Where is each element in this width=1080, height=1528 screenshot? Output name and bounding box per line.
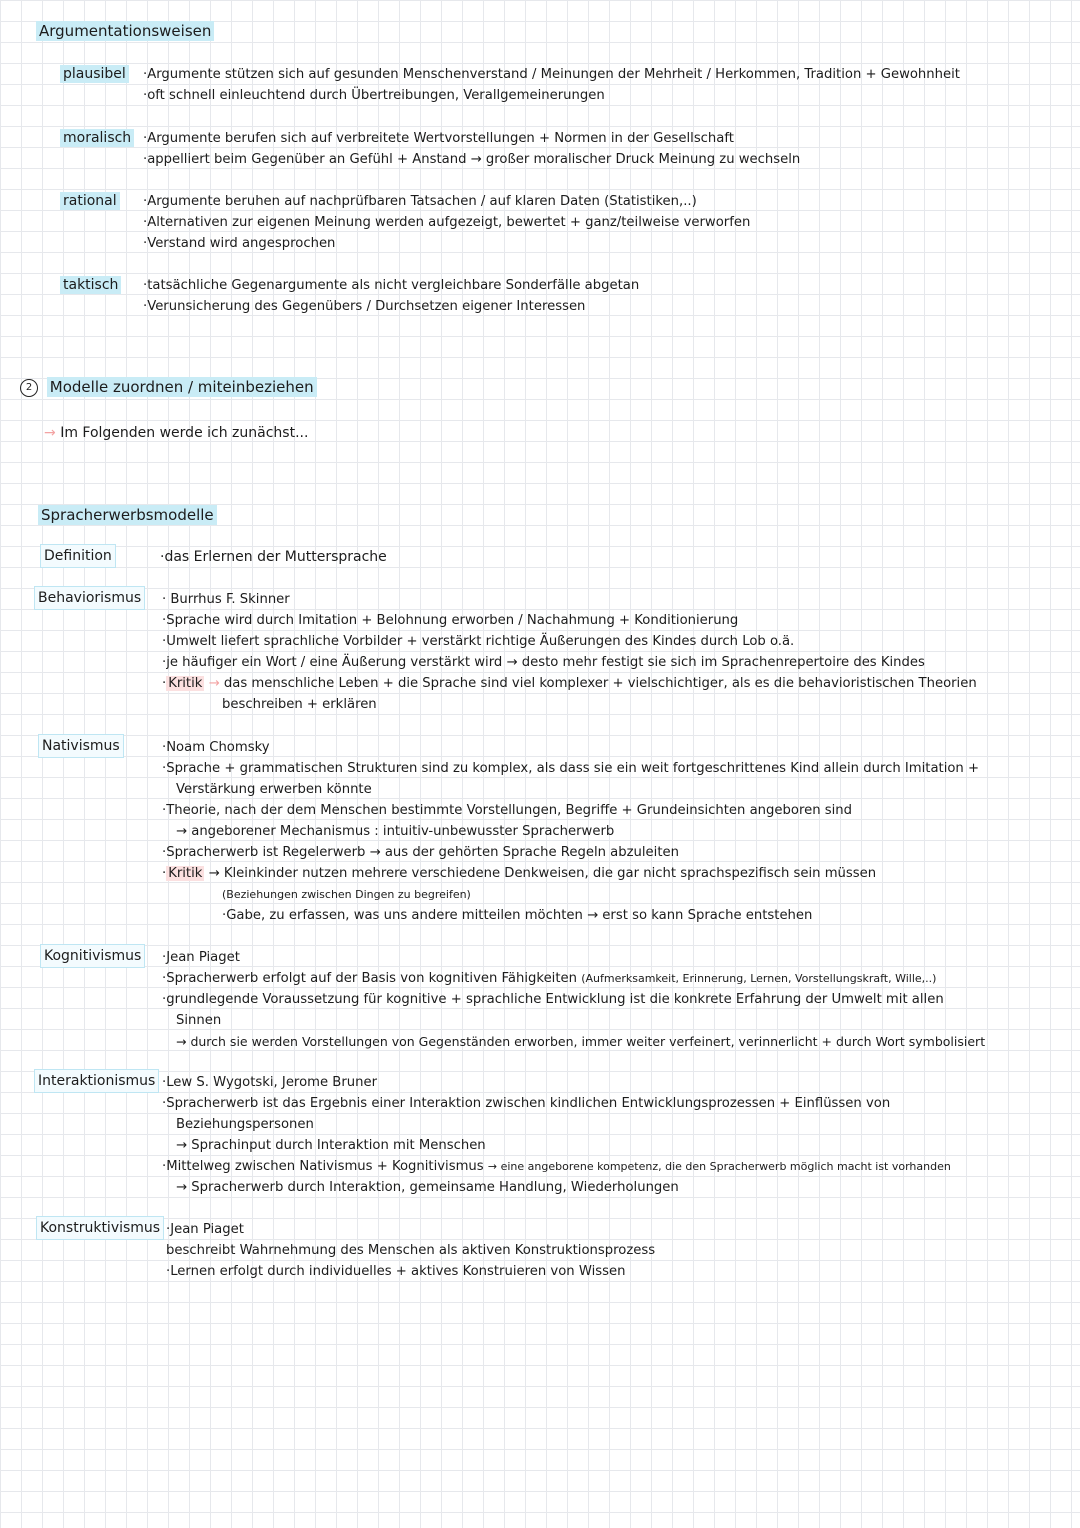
text-line: beschreiben + erklären <box>222 697 377 712</box>
label-plausibel: plausibel <box>60 66 129 82</box>
arrow-icon: → <box>208 676 220 691</box>
kritik-line: · Kritik → Kleinkinder nutzen mehrere verschiedene Denkweisen, die gar nicht sprachspezifisch sein müssen <box>162 866 877 881</box>
rational-lines <box>143 191 750 254</box>
konstruktivismus-lines <box>166 1219 655 1282</box>
text-line: ·Mittelweg zwischen Nativismus + Kognitivismus → eine angeborene kompetenz, die den Spracherwerb möglich macht ist vorhanden <box>162 1159 951 1174</box>
text-line: ·Jean Piaget <box>162 950 240 965</box>
text-line: Verstärkung erwerben könnte <box>176 782 372 797</box>
kognitivismus-lines <box>162 947 985 1052</box>
text-line: ·Spracherwerb ist das Ergebnis einer Interaktion zwischen kindlichen Entwicklungsprozessen + Einflüssen von <box>162 1096 891 1111</box>
text-line: ·oft schnell einleuchtend durch Übertreibungen, Verallgemeinerungen <box>143 88 605 103</box>
taktisch-lines <box>143 275 639 317</box>
text-line: ·Theorie, nach der dem Menschen bestimmte Vorstellungen, Begriffe + Grundeinsichten angeboren sind <box>162 803 853 818</box>
text-line: ·grundlegende Voraussetzung für kognitive + sprachliche Entwicklung ist die konkrete Erfahrung der Umwelt mit allen <box>162 992 944 1007</box>
label-definition: Definition <box>40 548 116 564</box>
text-line: ·Argumente berufen sich auf verbreitete Wertvorstellungen + Normen in der Gesellschaft <box>143 131 734 146</box>
text-line: ·je häufiger ein Wort / eine Äußerung verstärkt wird → desto mehr festigt sie sich im Sprachenrepertoire des Kindes <box>162 655 925 670</box>
argumentation-title: Argumentationsweisen <box>36 22 214 40</box>
models-title: Spracherwerbsmodelle <box>38 506 217 524</box>
section2-line: → Im Folgenden werde ich zunächst... <box>44 425 309 441</box>
text-line: ·Sprache + grammatischen Strukturen sind zu komplex, als dass sie ein weit fortgeschrittenes Kind allein durch Imitation + <box>162 761 980 776</box>
text-line: (Beziehungen zwischen Dingen zu begreifen) <box>222 888 471 901</box>
text-line: → durch sie werden Vorstellungen von Gegenständen erworben, immer weiter verfeinert, verinnerlicht + durch Wort symbolisiert <box>176 1034 986 1049</box>
number-badge: 2 <box>20 379 38 397</box>
label-interaktionismus: Interaktionismus <box>34 1073 159 1089</box>
text-line: ·Argumente beruhen auf nachprüfbaren Tatsachen / auf klaren Daten (Statistiken,..) <box>143 194 697 209</box>
text-line: ·Lernen erfolgt durch individuelles + aktives Konstruieren von Wissen <box>166 1264 626 1279</box>
text-line: · Burrhus F. Skinner <box>162 592 290 607</box>
kritik-line: · Kritik → das menschliche Leben + die Sprache sind viel komplexer + vielschichtiger, als es die behavioristischen Theorien <box>162 676 977 691</box>
text-line: ·Argumente stützen sich auf gesunden Menschenverstand / Meinungen der Mehrheit / Herkommen, Tradition + Gewohnheit <box>143 67 960 82</box>
plausibel-lines <box>143 64 960 106</box>
moralisch-lines <box>143 128 800 170</box>
text-line: ·Sprache wird durch Imitation + Belohnung erworben / Nachahmung + Konditionierung <box>162 613 739 628</box>
text-line: ·Lew S. Wygotski, Jerome Bruner <box>162 1075 378 1090</box>
interaktionismus-lines <box>162 1072 951 1198</box>
label-nativismus: Nativismus <box>38 738 124 754</box>
text-line: ·Spracherwerb erfolgt auf der Basis von kognitiven Fähigkeiten (Aufmerksamkeit, Erinnerung, Lernen, Vorstellungskraft, Wille,..) <box>162 971 937 986</box>
label-rational: rational <box>60 193 120 209</box>
text-line: ·Verstand wird angesprochen <box>143 236 336 251</box>
text-line: Beziehungspersonen <box>176 1117 314 1132</box>
text-line: → Spracherwerb durch Interaktion, gemeinsame Handlung, Wiederholungen <box>176 1180 679 1195</box>
text-line: ·Spracherwerb ist Regelerwerb → aus der gehörten Sprache Regeln abzuleiten <box>162 845 679 860</box>
text-line: ·Umwelt liefert sprachliche Vorbilder + verstärkt richtige Äußerungen des Kindes durch Lob o.ä. <box>162 634 795 649</box>
text-line: beschreibt Wahrnehmung des Menschen als aktiven Konstruktionsprozess <box>166 1243 656 1258</box>
label-moralisch: moralisch <box>60 130 134 146</box>
arrow-icon: → <box>44 425 56 441</box>
label-behaviorismus: Behaviorismus <box>34 590 145 606</box>
label-kognitivismus: Kognitivismus <box>40 948 145 964</box>
text-line: ·appelliert beim Gegenüber an Gefühl + Anstand → großer moralischer Druck Meinung zu wechseln <box>143 152 801 167</box>
text-line: ·tatsächliche Gegenargumente als nicht vergleichbare Sonderfälle abgetan <box>143 278 640 293</box>
label-konstruktivismus: Konstruktivismus <box>36 1220 164 1236</box>
text-line: Sinnen <box>176 1013 222 1028</box>
label-taktisch: taktisch <box>60 277 121 293</box>
text-line: ·Alternativen zur eigenen Meinung werden aufgezeigt, bewertet + ganz/teilweise verworfen <box>143 215 751 230</box>
text-line: → angeborener Mechanismus : intuitiv-unbewusster Spracherwerb <box>176 824 615 839</box>
text-line: ·Verunsicherung des Gegenübers / Durchsetzen eigener Interessen <box>143 299 586 314</box>
definition-text: ·das Erlernen der Muttersprache <box>160 549 387 565</box>
behaviorismus-lines <box>162 589 977 715</box>
section2-heading: 2 Modelle zuordnen / miteinbeziehen <box>20 378 317 397</box>
text-line: ·Gabe, zu erfassen, was uns andere mitteilen möchten → erst so kann Sprache entstehen <box>222 908 813 923</box>
text-line: → Sprachinput durch Interaktion mit Menschen <box>176 1138 486 1153</box>
text-line: ·Noam Chomsky <box>162 740 270 755</box>
text-line: ·Jean Piaget <box>166 1222 244 1237</box>
nativismus-lines <box>162 737 979 926</box>
